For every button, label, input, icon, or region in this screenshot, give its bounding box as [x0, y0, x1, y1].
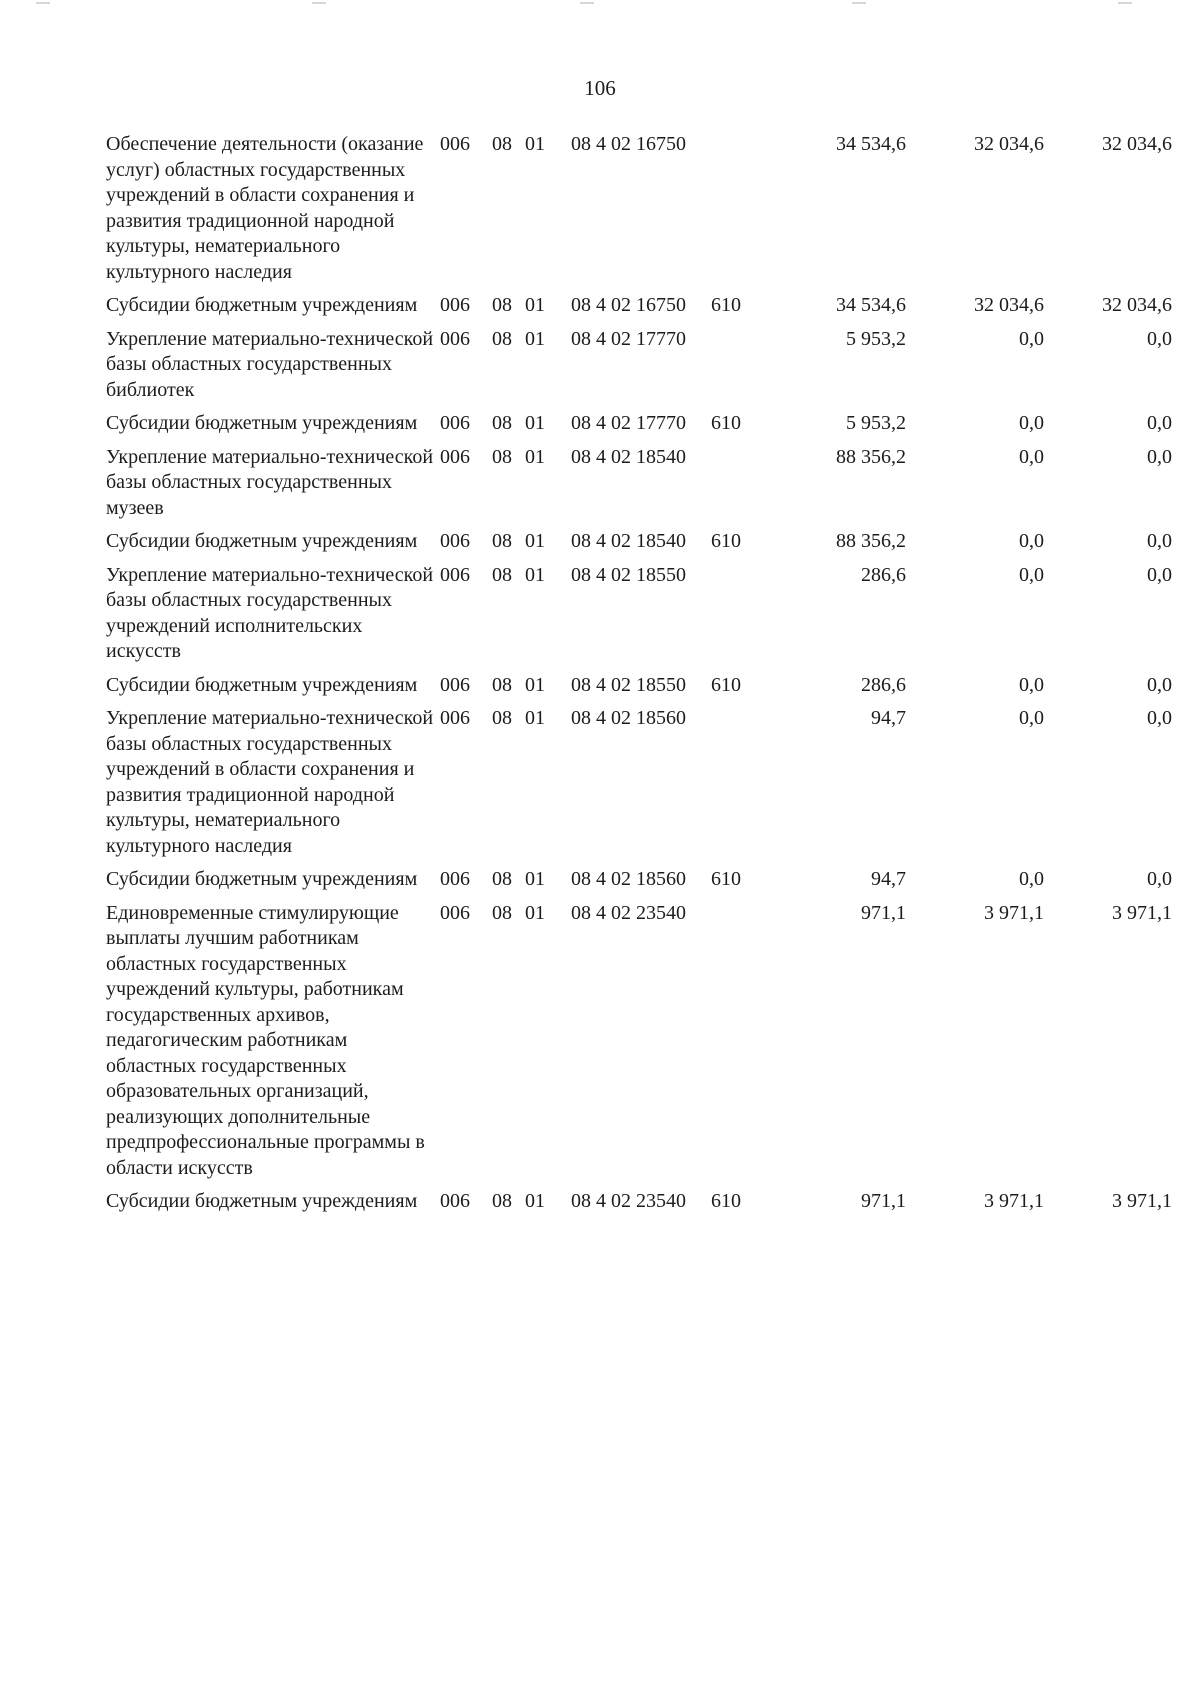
- row-target-article-code: 08 4 02 16750: [571, 294, 686, 316]
- row-amount-year-1: 971,1: [861, 901, 906, 924]
- table-row: [106, 293, 1172, 327]
- row-section-code: 08: [492, 133, 512, 155]
- row-amount-year-3: 0,0: [1147, 707, 1172, 729]
- table-row: [106, 867, 1172, 901]
- row-target-article-code: 08 4 02 16750: [571, 133, 686, 155]
- row-name: Укрепление материально-технической базы областных государственных библиотек: [106, 327, 434, 401]
- row-amount-year-3: 0,0: [1147, 868, 1172, 890]
- row-section-code: 08: [492, 868, 512, 890]
- row-target-article-code: 08 4 02 18540: [571, 445, 686, 468]
- row-section-code: 08: [492, 294, 512, 316]
- table-row: [106, 673, 1172, 707]
- row-subsection-code: 01: [525, 530, 545, 552]
- row-grbs-code: 006: [440, 868, 470, 890]
- row-name: Субсидии бюджетным учреждениям: [106, 1190, 418, 1212]
- row-amount-year-2: 0,0: [1019, 563, 1044, 586]
- scan-mark: [36, 2, 50, 4]
- row-grbs-code: 006: [440, 901, 470, 924]
- row-subsection-code: 01: [525, 707, 545, 729]
- row-name: Обеспечение деятельности (оказание услуг) областных государственных учреждений в области сохранения и развития традиционной народной культуры, нематериального культурного наследия: [106, 133, 424, 283]
- row-grbs-code: 006: [440, 707, 470, 729]
- row-amount-year-3: 3 971,1: [1112, 1190, 1172, 1212]
- table-row: [106, 445, 1172, 530]
- row-amount-year-2: 32 034,6: [974, 294, 1044, 316]
- row-amount-year-1: 971,1: [861, 1190, 906, 1212]
- row-subsection-code: 01: [525, 868, 545, 890]
- row-amount-year-3: 3 971,1: [1112, 901, 1172, 924]
- row-target-article-code: 08 4 02 23540: [571, 1190, 686, 1212]
- table-row: [106, 563, 1172, 673]
- row-name: Субсидии бюджетным учреждениям: [106, 530, 418, 552]
- row-amount-year-1: 34 534,6: [836, 133, 906, 155]
- row-subsection-code: 01: [525, 412, 545, 434]
- row-amount-year-1: 286,6: [861, 673, 906, 696]
- row-amount-year-2: 0,0: [1019, 673, 1044, 696]
- row-amount-year-3: 0,0: [1147, 673, 1172, 696]
- row-expense-type-code: [711, 132, 761, 293]
- row-amount-year-2: 32 034,6: [974, 133, 1044, 155]
- row-grbs-code: 006: [440, 530, 470, 552]
- table-row: [106, 1189, 1172, 1223]
- row-subsection-code: 01: [525, 673, 545, 696]
- row-target-article-code: 08 4 02 18560: [571, 707, 686, 729]
- row-section-code: 08: [492, 445, 512, 468]
- row-expense-type-code: 610: [711, 530, 741, 552]
- row-name: Укрепление материально-технической базы областных государственных музеев: [106, 445, 434, 519]
- row-name: Субсидии бюджетным учреждениям: [106, 673, 418, 696]
- scan-mark: [1118, 2, 1132, 4]
- row-amount-year-1: 286,6: [861, 563, 906, 586]
- row-amount-year-1: 5 953,2: [846, 327, 906, 350]
- row-target-article-code: 08 4 02 18550: [571, 563, 686, 586]
- row-amount-year-2: 3 971,1: [984, 901, 1044, 924]
- row-grbs-code: 006: [440, 563, 470, 586]
- row-amount-year-1: 34 534,6: [836, 294, 906, 316]
- row-expense-type-code: [711, 445, 761, 530]
- row-name: Укрепление материально-технической базы областных государственных учреждений в области сохранения и развития традиционной народной культуры, нематериального культурного наследия: [106, 707, 434, 857]
- row-name: Субсидии бюджетным учреждениям: [106, 412, 418, 434]
- row-amount-year-3: 0,0: [1147, 530, 1172, 552]
- row-amount-year-3: 0,0: [1147, 563, 1172, 586]
- row-name: Субсидии бюджетным учреждениям: [106, 868, 418, 890]
- scan-mark: [312, 2, 326, 4]
- row-target-article-code: 08 4 02 18550: [571, 673, 686, 696]
- row-expense-type-code: [711, 327, 761, 412]
- row-amount-year-1: 5 953,2: [846, 412, 906, 434]
- row-grbs-code: 006: [440, 673, 470, 696]
- row-amount-year-2: 0,0: [1019, 412, 1044, 434]
- row-grbs-code: 006: [440, 294, 470, 316]
- row-amount-year-3: 32 034,6: [1102, 133, 1172, 155]
- row-amount-year-3: 0,0: [1147, 327, 1172, 350]
- table-row: [106, 411, 1172, 445]
- row-section-code: 08: [492, 901, 512, 924]
- row-expense-type-code: 610: [711, 868, 741, 890]
- row-section-code: 08: [492, 563, 512, 586]
- row-amount-year-1: 88 356,2: [836, 445, 906, 468]
- row-amount-year-1: 94,7: [871, 868, 906, 890]
- row-expense-type-code: 610: [711, 673, 741, 696]
- row-subsection-code: 01: [525, 563, 545, 586]
- row-subsection-code: 01: [525, 294, 545, 316]
- row-target-article-code: 08 4 02 17770: [571, 412, 686, 434]
- row-grbs-code: 006: [440, 412, 470, 434]
- row-subsection-code: 01: [525, 327, 545, 350]
- row-grbs-code: 006: [440, 445, 470, 468]
- row-expense-type-code: [711, 706, 761, 867]
- row-section-code: 08: [492, 327, 512, 350]
- scan-mark: [852, 2, 866, 4]
- table-row: [106, 327, 1172, 412]
- row-grbs-code: 006: [440, 1190, 470, 1212]
- scan-edge-marks: [0, 0, 1200, 12]
- row-section-code: 08: [492, 673, 512, 696]
- scan-mark: [580, 2, 594, 4]
- row-expense-type-code: 610: [711, 294, 741, 316]
- row-amount-year-2: 0,0: [1019, 445, 1044, 468]
- table-row: [106, 529, 1172, 563]
- row-amount-year-2: 0,0: [1019, 707, 1044, 729]
- table-row: [106, 132, 1172, 293]
- row-amount-year-2: 0,0: [1019, 868, 1044, 890]
- row-subsection-code: 01: [525, 901, 545, 924]
- row-subsection-code: 01: [525, 133, 545, 155]
- row-amount-year-1: 88 356,2: [836, 530, 906, 552]
- row-subsection-code: 01: [525, 1190, 545, 1212]
- row-grbs-code: 006: [440, 133, 470, 155]
- row-subsection-code: 01: [525, 445, 545, 468]
- row-expense-type-code: [711, 901, 761, 1190]
- budget-table: [106, 132, 1172, 1223]
- row-target-article-code: 08 4 02 18540: [571, 530, 686, 552]
- table-row: [106, 706, 1172, 867]
- row-amount-year-3: 0,0: [1147, 445, 1172, 468]
- row-target-article-code: 08 4 02 18560: [571, 868, 686, 890]
- row-name: Единовременные стимулирующие выплаты лучшим работникам областных государственных учреждений культуры, работникам государственных архивов, педагогическим работникам областных государственных образовательных организаций, реализующих дополнительные предпрофессиональные программы в области искусств: [106, 901, 425, 1179]
- row-expense-type-code: 610: [711, 1190, 741, 1212]
- row-amount-year-1: 94,7: [871, 707, 906, 729]
- row-target-article-code: 08 4 02 23540: [571, 901, 686, 924]
- row-amount-year-3: 32 034,6: [1102, 294, 1172, 316]
- row-amount-year-2: 3 971,1: [984, 1190, 1044, 1212]
- table-body: [106, 132, 1172, 1223]
- row-section-code: 08: [492, 707, 512, 729]
- row-target-article-code: 08 4 02 17770: [571, 327, 686, 350]
- row-expense-type-code: [711, 563, 761, 673]
- row-expense-type-code: 610: [711, 412, 741, 434]
- row-section-code: 08: [492, 530, 512, 552]
- row-grbs-code: 006: [440, 327, 470, 350]
- table-row: [106, 901, 1172, 1190]
- row-amount-year-2: 0,0: [1019, 327, 1044, 350]
- row-name: Субсидии бюджетным учреждениям: [106, 294, 418, 316]
- row-amount-year-3: 0,0: [1147, 412, 1172, 434]
- page-number: 106: [584, 76, 616, 100]
- row-section-code: 08: [492, 1190, 512, 1212]
- row-amount-year-2: 0,0: [1019, 530, 1044, 552]
- row-name: Укрепление материально-технической базы областных государственных учреждений исполнительских искусств: [106, 563, 434, 662]
- row-section-code: 08: [492, 412, 512, 434]
